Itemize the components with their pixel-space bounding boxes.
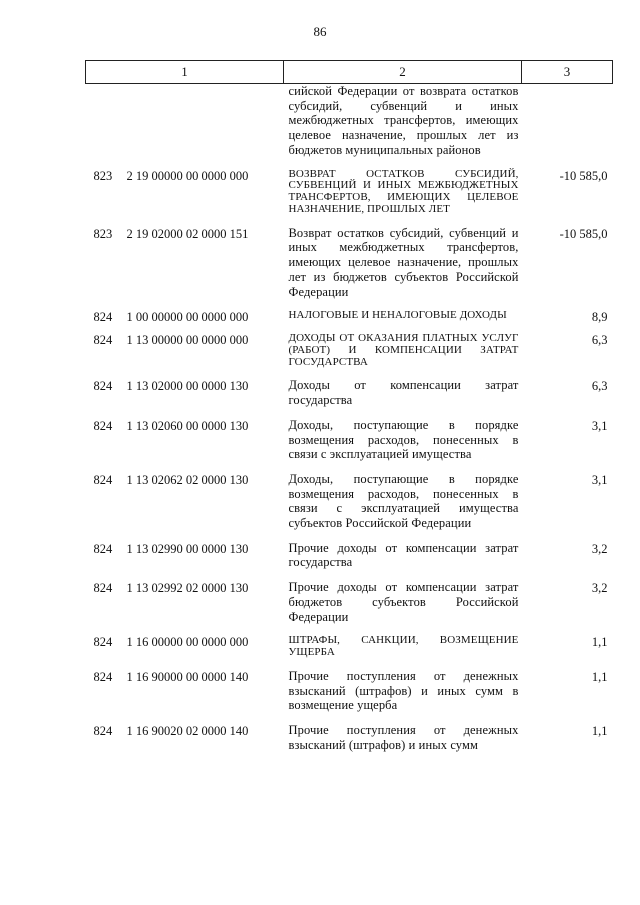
revenue-code-cell: [86, 84, 284, 168]
table-row: [86, 309, 613, 332]
table-row: [86, 168, 613, 226]
table-row: [86, 669, 613, 723]
revenue-code-cell: [86, 226, 284, 310]
administrator-code: 824: [93, 472, 113, 487]
amount-cell: -10 585,0: [559, 226, 608, 241]
table-row: [86, 226, 613, 310]
amount-cell: 3,2: [591, 581, 608, 596]
revenue-name-cell: Прочие доходы от компенсации затрат государства: [288, 540, 519, 570]
table-row: [86, 541, 613, 580]
amount-cell: 6,3: [591, 379, 608, 394]
revenue-name-cell: Прочие поступления от денежных взысканий (штрафов) и иных сумм: [288, 722, 519, 752]
administrator-code: 824: [93, 723, 113, 738]
revenue-name-cell: Прочие поступления от денежных взысканий (штрафов) и иных сумм в возмещение ущерба: [288, 668, 519, 713]
table-row: [86, 472, 613, 541]
header-row: [86, 61, 613, 84]
administrator-code: 824: [93, 581, 113, 596]
revenue-name-cell: Прочие доходы от компенсации затрат бюджетов субъектов Российской Федерации: [288, 580, 519, 624]
revenue-name-cell: ШТРАФЫ, САНКЦИИ, ВОЗМЕЩЕНИЕ УЩЕРБА: [288, 634, 519, 659]
budget-classification-code: 1 13 02060 00 0000 130: [126, 418, 249, 433]
budget-classification-code: 1 13 00000 00 0000 000: [126, 333, 249, 348]
amount-cell: 6,3: [591, 333, 608, 348]
budget-classification-code: 2 19 00000 00 0000 000: [126, 168, 249, 183]
budget-classification-code: 1 13 02062 02 0000 130: [126, 472, 249, 487]
page-number: 86: [313, 24, 327, 39]
revenue-name-cell: ВОЗВРАТ ОСТАТКОВ СУБСИДИЙ, СУБВЕНЦИЙ И ИНЫХ МЕЖБЮДЖЕТНЫХ ТРАНСФЕРТОВ, ИМЕЮЩИХ ЦЕЛЕВОЕ НАЗНАЧЕНИЕ, ПРОШЛЫХ ЛЕТ: [288, 167, 519, 215]
administrator-code: 824: [93, 669, 113, 684]
amount-cell: 1,1: [591, 635, 608, 650]
administrator-code: 824: [93, 418, 113, 433]
budget-classification-code: 1 16 90000 00 0000 140: [126, 669, 249, 684]
revenue-code-cell: [86, 309, 284, 332]
header-col-1: 1: [86, 61, 284, 84]
budget-classification-code: 1 16 90020 02 0000 140: [126, 723, 249, 738]
revenue-name-cell: Доходы, поступающие в порядке возмещения расходов, понесенных в связи с эксплуатацией имущества: [288, 417, 519, 462]
administrator-code: 824: [93, 333, 113, 348]
revenue-code-cell: [86, 580, 284, 634]
revenue-name-cell: Доходы от компенсации затрат государства: [288, 378, 519, 408]
revenue-code-cell: [86, 541, 284, 580]
table-row: [86, 378, 613, 417]
administrator-code: 823: [93, 226, 113, 241]
revenue-name-cell: ДОХОДЫ ОТ ОКАЗАНИЯ ПЛАТНЫХ УСЛУГ (РАБОТ) И КОМПЕНСАЦИИ ЗАТРАТ ГОСУДАРСТВА: [288, 332, 519, 368]
amount-cell: -10 585,0: [559, 168, 608, 183]
administrator-code: 824: [93, 379, 113, 394]
budget-classification-code: 1 13 02990 00 0000 130: [126, 541, 249, 556]
budget-classification-code: 1 16 00000 00 0000 000: [126, 635, 249, 650]
budget-classification-code: 2 19 02000 02 0000 151: [126, 226, 249, 241]
revenue-code-cell: [86, 332, 284, 378]
table-row: [86, 723, 613, 762]
table-row: [86, 332, 613, 378]
administrator-code: 823: [93, 168, 113, 183]
table-row: [86, 84, 613, 168]
revenue-code-cell: [86, 378, 284, 417]
amount-cell: 3,1: [591, 418, 608, 433]
revenue-name-cell: Доходы, поступающие в порядке возмещения расходов, понесенных в связи с эксплуатацией имущества субъектов Российской Федерации: [288, 471, 519, 531]
revenue-name-cell: сийской Федерации от возврата остатков субсидий, субвенций и иных межбюджетных трансфертов, имеющих целевое назначение, прошлых лет из бюджетов муниципальных районов: [288, 84, 519, 157]
amount-cell: [522, 84, 613, 168]
administrator-code: 824: [93, 635, 113, 650]
administrator-code: 824: [93, 541, 113, 556]
revenue-table: [85, 60, 613, 762]
budget-classification-code: 1 13 02992 02 0000 130: [126, 581, 249, 596]
header-col-3: 3: [522, 61, 613, 84]
table-row: [86, 418, 613, 472]
revenue-code-cell: [86, 723, 284, 762]
table-body: [86, 84, 613, 763]
revenue-code-cell: [86, 634, 284, 669]
budget-classification-code: 1 00 00000 00 0000 000: [126, 310, 249, 325]
revenue-name-cell: Возврат остатков субсидий, субвенций и иных межбюджетных трансфертов, имеющих целевое назначение, прошлых лет из бюджетов субъектов Российской Федерации: [288, 225, 519, 299]
revenue-code-cell: [86, 669, 284, 723]
table-row: [86, 580, 613, 634]
revenue-name-cell: НАЛОГОВЫЕ И НЕНАЛОГОВЫЕ ДОХОДЫ: [288, 309, 507, 322]
revenue-code-cell: [86, 168, 284, 226]
administrator-code: 824: [93, 310, 113, 325]
amount-cell: 3,1: [591, 472, 608, 487]
table-row: [86, 634, 613, 669]
header-col-2: 2: [284, 61, 522, 84]
revenue-code-cell: [86, 472, 284, 541]
table-header: [86, 61, 613, 84]
amount-cell: 1,1: [591, 723, 608, 738]
amount-cell: 3,2: [591, 541, 608, 556]
budget-classification-code: 1 13 02000 00 0000 130: [126, 379, 249, 394]
amount-cell: 1,1: [591, 669, 608, 684]
revenue-code-cell: [86, 418, 284, 472]
amount-cell: 8,9: [591, 310, 608, 325]
